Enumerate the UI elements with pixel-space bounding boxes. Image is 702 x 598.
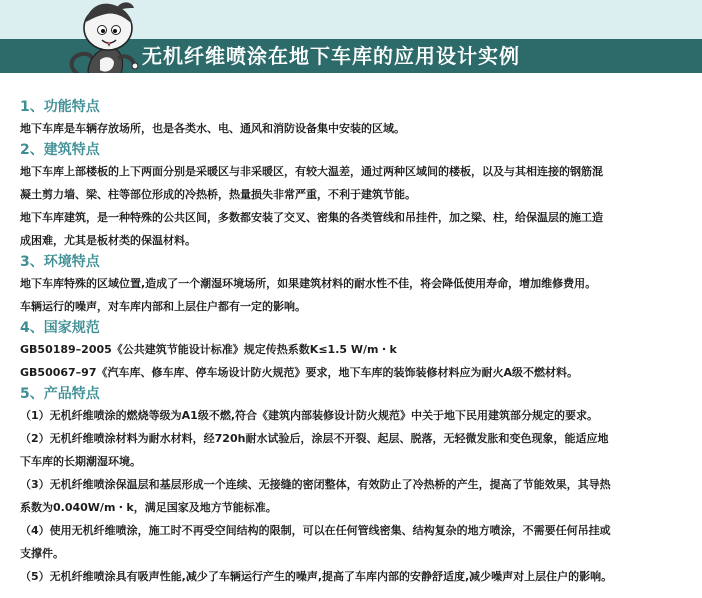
section-heading: 2、建筑特点 [20, 142, 100, 158]
section-text: GB50189–2005《公共建筑节能设计标准》规定传热系数K≤1.5 W/m・k [20, 343, 397, 356]
section-environment [20, 252, 684, 318]
section-text: 地下车库建筑，是一种特殊的公共区间，多数都安装了交叉、密集的各类管线和吊挂件，加之梁、柱，给保温层的施工造 [20, 211, 603, 224]
section-text: 车辆运行的噪声，对车库内部和上层住户都有一定的影响。 [20, 300, 306, 313]
section-product [20, 384, 684, 588]
section-text: 成困难，尤其是板材类的保温材料。 [20, 234, 196, 247]
section-text: （1）无机纤维喷涂的燃烧等级为A1级不燃,符合《建筑内部装修设计防火规范》中关于地下民用建筑部分规定的要求。 [20, 409, 598, 422]
section-text: 支撑件。 [20, 547, 64, 560]
content-panel [0, 73, 702, 598]
section-text: GB50067–97《汽车库、修车库、停车场设计防火规范》要求，地下车库的装饰装修材料应为耐火A级不燃材料。 [20, 366, 578, 379]
section-standards [20, 318, 684, 384]
section-heading: 3、环境特点 [20, 254, 100, 270]
section-heading: 5、产品特点 [20, 386, 100, 402]
section-text: 地下车库特殊的区域位置,造成了一个潮湿环境场所，如果建筑材料的耐水性不佳，将会降低使用寿命，增加维修费用。 [20, 277, 597, 290]
mascot-head [84, 2, 134, 50]
section-text: （2）无机纤维喷涂材料为耐水材料，经720h耐水试验后，涂层不开裂、起层、脱落，无轻微发胀和变色现象，能适应地 [20, 432, 609, 445]
section-heading: 4、国家规范 [20, 320, 100, 336]
section-architecture [20, 140, 684, 252]
section-heading: 1、功能特点 [20, 99, 100, 115]
content-body [20, 97, 684, 588]
section-text: 系数为0.040W/m・k，满足国家及地方节能标准。 [20, 501, 277, 514]
section-text: （3）无机纤维喷涂保温层和基层形成一个连续、无接缝的密闭整体，有效防止了冷热桥的产生，提高了节能效果，其导热 [20, 478, 611, 491]
section-text: （4）使用无机纤维喷涂，施工时不再受空间结构的限制，可以在任何管线密集、结构复杂的地方喷涂，不需要任何吊挂或 [20, 524, 611, 537]
section-text: 下车库的长期潮湿环境。 [20, 455, 141, 468]
mascot-illustration [66, 0, 148, 84]
section-text: 地下车库是车辆存放场所，也是各类水、电、通风和消防设备集中安装的区域。 [20, 122, 405, 135]
section-text: （5）无机纤维喷涂具有吸声性能,减少了车辆运行产生的噪声,提高了车库内部的安静舒适度,减少噪声对上层住户的影响。 [20, 570, 613, 583]
page-title: 无机纤维喷涂在地下车库的应用设计实例 [142, 44, 520, 68]
section-text: 地下车库上部楼板的上下两面分别是采暖区与非采暖区，有较大温差，通过两种区域间的楼板，以及与其相连接的钢筋混 [20, 165, 603, 178]
section-function [20, 97, 684, 140]
section-text: 凝土剪力墙、梁、柱等部位形成的冷热桥，热量损失非常严重，不利于建筑节能。 [20, 188, 416, 201]
